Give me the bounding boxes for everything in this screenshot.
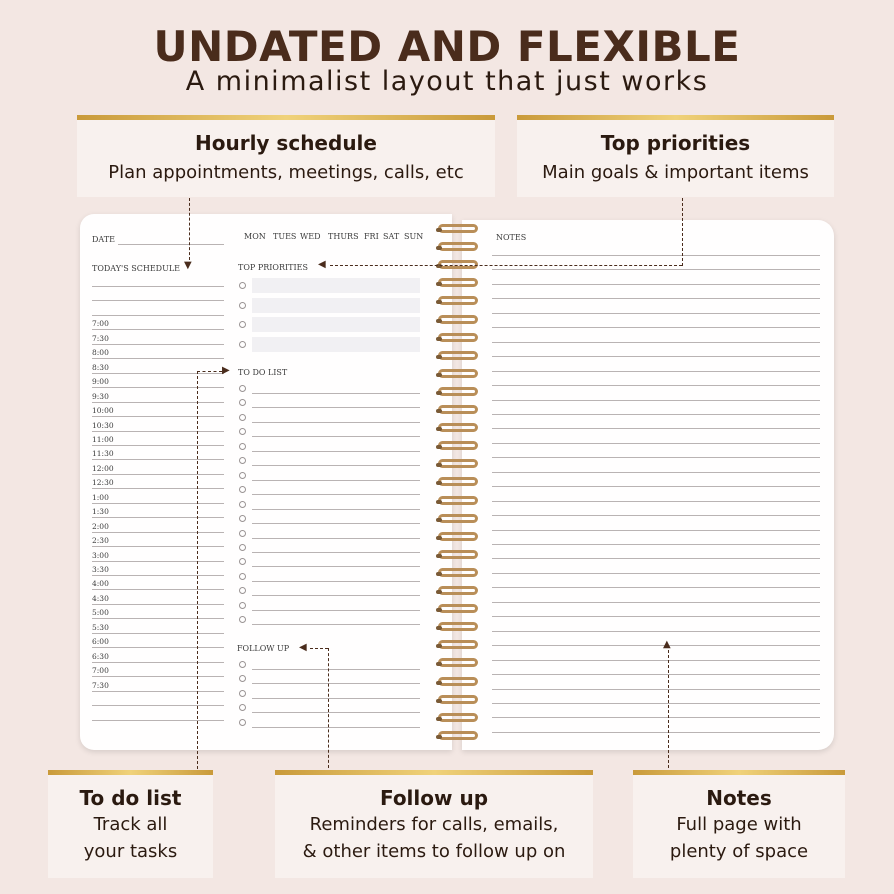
callout-title: Follow up [379,786,489,810]
checkbox-icon [239,558,246,565]
schedule-line [92,633,224,634]
callout-desc-line2: plenty of space [669,841,809,862]
checkbox-icon [239,321,246,328]
time-label: 7:30 [92,333,109,343]
checkbox-icon [239,472,246,479]
checkbox-icon [239,399,246,406]
notes-label: NOTES [496,233,527,242]
schedule-blank-line [92,705,224,706]
callout-top-priorities [517,115,834,197]
pointer-todo-line-v [197,371,198,769]
spiral-ring [438,658,478,667]
notes-line [492,530,820,531]
weekday-label: FRI [364,232,379,241]
notes-line [492,587,820,588]
schedule-line [92,618,224,619]
schedule-blank-line [92,286,224,287]
todo-line [252,509,420,510]
weekday-label: SUN [404,232,424,241]
spiral-ring [438,731,478,740]
checkbox-icon [239,616,246,623]
notes-line [492,298,820,299]
time-label: 11:00 [92,434,114,444]
callout-desc-line1: Track all [93,814,168,835]
planner-left-page [80,214,452,750]
schedule-line [92,647,224,648]
notes-line [492,732,820,733]
schedule-line [92,445,224,446]
spiral-ring [438,640,478,649]
time-label: 2:00 [92,521,109,531]
followup-line [252,683,420,684]
callout-todo-list [48,770,213,878]
checkbox-icon [239,385,246,392]
checkbox-icon [239,661,246,668]
spiral-ring [438,604,478,613]
todo-line [252,552,420,553]
notes-line [492,717,820,718]
spiral-ring [438,296,478,305]
spiral-ring [438,622,478,631]
checkbox-icon [239,443,246,450]
priority-row [252,317,420,332]
pointer-priorities-line-v [682,198,683,266]
pointer-followup-line-v [328,648,329,768]
weekday-label: SAT [383,232,400,241]
gold-bar [48,770,213,775]
schedule-line [92,546,224,547]
schedule-line [92,387,224,388]
spiral-ring [438,532,478,541]
callout-desc-line1: Full page with [676,814,802,835]
checkbox-icon [239,457,246,464]
spiral-ring [438,441,478,450]
time-label: 3:30 [92,565,109,574]
notes-line [492,501,820,502]
schedule-blank-line [92,300,224,301]
notes-line [492,631,820,632]
pointer-notes-line [668,650,669,768]
followup-label: FOLLOW UP [237,644,290,653]
spiral-ring [438,369,478,378]
notes-line [492,544,820,545]
checkbox-icon [239,341,246,348]
schedule-line [92,604,224,605]
callout-desc-line2: your tasks [83,841,178,862]
spiral-ring [438,514,478,523]
checkbox-icon [239,515,246,522]
todo-line [252,480,420,481]
checkbox-icon [239,428,246,435]
spiral-ring [438,568,478,577]
checkbox-icon [239,704,246,711]
time-label: 5:00 [92,608,109,618]
schedule-label: TODAY'S SCHEDULE [92,264,180,273]
checkbox-icon [239,675,246,682]
notes-line [492,371,820,372]
notes-line [492,674,820,675]
followup-line [252,698,420,699]
time-label: 9:30 [92,391,109,401]
callout-desc-line1: Reminders for calls, emails, [309,814,559,835]
followup-list [236,658,424,733]
schedule-line [92,416,224,417]
spiral-ring [438,315,478,324]
notes-line [492,703,820,704]
time-label: 5:30 [92,622,109,632]
spiral-ring [438,550,478,559]
notes-line [492,616,820,617]
notes-line [492,356,820,357]
notes-line [492,255,820,256]
notes-page [462,220,834,750]
callout-title: Top priorities [600,131,751,155]
spiral-ring [438,713,478,722]
schedule-line [92,662,224,663]
weekday-label: TUES [273,232,297,241]
spiral-ring [438,278,478,287]
callout-hourly-schedule [77,115,495,197]
gold-bar [633,770,845,775]
checkbox-icon [239,544,246,551]
time-label: 2:30 [92,536,109,546]
notes-line [492,558,820,559]
schedule-line [92,575,224,576]
checkbox-icon [239,414,246,421]
priorities-label: TOP PRIORITIES [238,263,308,272]
checkbox-icon [239,719,246,726]
time-label: 7:00 [92,666,109,676]
schedule-line [92,532,224,533]
spiral-ring [438,242,478,251]
schedule-line [92,474,224,475]
todo-label: TO DO LIST [238,368,288,377]
time-label: 7:30 [92,680,109,690]
notes-line [492,645,820,646]
notes-line [492,602,820,603]
checkbox-icon [239,282,246,289]
time-label: 8:00 [92,348,109,358]
notes-line [492,689,820,690]
notes-lines [492,255,822,745]
callout-desc: Plan appointments, meetings, calls, etc [108,162,464,183]
schedule-line [92,402,224,403]
schedule-line [92,691,224,692]
spiral-binding [436,218,482,746]
todo-line [252,393,420,394]
checkbox-icon [239,486,246,493]
pointer-hourly-arrowhead: ▼ [184,260,192,271]
pointer-priorities-line-h [330,265,682,266]
notes-line [492,284,820,285]
callout-desc: Main goals & important items [542,162,809,183]
time-label: 7:00 [92,319,109,329]
checkbox-icon [239,690,246,697]
callout-title: Notes [706,786,772,810]
spiral-ring [438,423,478,432]
followup-line [252,669,420,670]
checkbox-icon [239,573,246,580]
priority-row [252,337,420,352]
spiral-ring [438,496,478,505]
gold-bar [77,115,495,120]
time-label: 8:30 [92,362,109,372]
time-label: 4:00 [92,579,109,589]
notes-line [492,342,820,343]
schedule-line [92,561,224,562]
schedule-blank-line [92,315,224,316]
spiral-ring [438,477,478,486]
notes-line [492,486,820,487]
weekday-label: THURS [328,232,359,241]
time-label: 3:00 [92,550,109,560]
spiral-ring [438,224,478,233]
todo-line [252,407,420,408]
schedule-blank-line [92,720,224,721]
todo-line [252,494,420,495]
schedule-line [92,431,224,432]
gold-bar [275,770,593,775]
schedule-list [92,278,224,728]
schedule-line [92,358,224,359]
callout-title: Hourly schedule [195,131,377,155]
priority-row [252,298,420,313]
notes-line [492,515,820,516]
callout-follow-up [275,770,593,878]
page-title: UNDATED AND FLEXIBLE [153,22,741,71]
spiral-ring [438,695,478,704]
notes-line [492,457,820,458]
time-label: 6:30 [92,651,109,661]
time-label: 1:30 [92,507,109,517]
notes-line [492,385,820,386]
pointer-followup-line-h [310,648,328,649]
spiral-ring [438,677,478,686]
spiral-ring [438,586,478,595]
time-label: 9:00 [92,377,109,387]
todo-line [252,451,420,452]
schedule-line [92,589,224,590]
checkbox-icon [239,501,246,508]
followup-line [252,727,420,728]
notes-line [492,443,820,444]
priority-row [252,278,420,293]
checkbox-icon [239,302,246,309]
schedule-line [92,329,224,330]
schedule-line [92,459,224,460]
page-subtitle: A minimalist layout that just works [185,66,709,97]
pointer-todo-line-h [197,371,222,372]
todo-line [252,523,420,524]
todo-line [252,624,420,625]
time-label: 12:30 [92,478,114,488]
spiral-ring [438,351,478,360]
spiral-ring [438,333,478,342]
pointer-todo-arrowhead: ▶ [222,365,230,376]
checkbox-icon [239,530,246,537]
todo-line [252,538,420,539]
schedule-line [92,373,224,374]
pointer-followup-arrowhead: ◀ [299,642,307,653]
callout-desc-line2: & other items to follow up on [302,841,566,862]
notes-line [492,428,820,429]
checkbox-icon [239,602,246,609]
schedule-line [92,676,224,677]
todo-line [252,465,420,466]
pointer-priorities-arrowhead: ◀ [318,259,326,270]
time-label: 12:00 [92,463,114,473]
weekday-label: MON [244,232,266,241]
todo-line [252,595,420,596]
spiral-ring [438,459,478,468]
callout-title: To do list [79,786,182,810]
notes-line [492,269,820,270]
priorities-list [236,276,424,356]
notes-line [492,573,820,574]
time-label: 4:30 [92,593,109,603]
schedule-line [92,517,224,518]
todo-line [252,436,420,437]
spiral-ring [438,405,478,414]
pointer-notes-arrowhead: ▲ [663,639,671,650]
schedule-line [92,488,224,489]
todo-line [252,422,420,423]
weekday-row [244,232,424,244]
todo-line [252,610,420,611]
notes-line [492,327,820,328]
time-label: 6:00 [92,637,109,647]
callout-notes [633,770,845,878]
todo-line [252,581,420,582]
gold-bar [517,115,834,120]
notes-line [492,313,820,314]
todo-line [252,566,420,567]
time-label: 1:00 [92,492,109,502]
checkbox-icon [239,587,246,594]
notes-line [492,400,820,401]
schedule-line [92,503,224,504]
todo-list [236,382,424,627]
pointer-hourly-line [189,198,190,260]
notes-line [492,414,820,415]
spiral-ring [438,387,478,396]
weekday-label: WED [300,232,321,241]
followup-line [252,712,420,713]
notes-line [492,472,820,473]
schedule-line [92,344,224,345]
time-label: 10:30 [92,420,114,430]
time-label: 11:30 [92,449,114,459]
time-label: 10:00 [92,406,114,416]
notes-line [492,660,820,661]
date-label: DATE [92,235,115,244]
date-line [118,244,224,245]
